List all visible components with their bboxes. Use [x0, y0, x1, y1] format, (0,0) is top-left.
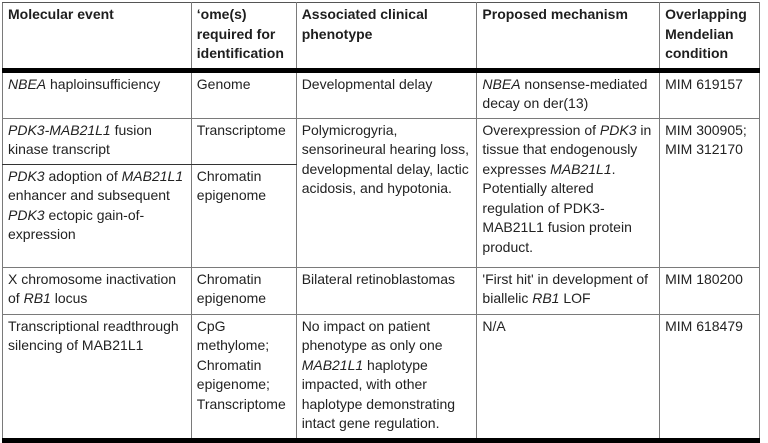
- cell-omes: CpG methylome; Chromatin epigenome; Transcriptome: [191, 314, 296, 440]
- cell-mechanism: Overexpression of PDK3 in tissue that endogenously expresses MAB21L1. Potentially altered regulation of PDK3-MAB21L1 fusion protein product.: [477, 118, 660, 267]
- cell-molecular-event: Transcriptional readthrough silencing of MAB21L1: [3, 314, 192, 440]
- cell-mendelian: MIM 619157: [660, 70, 760, 118]
- header-mendelian-condition: Overlapping Mendelian condition: [660, 3, 760, 71]
- header-molecular-event: Molecular event: [3, 3, 192, 71]
- table-header-row: [3, 3, 760, 71]
- molecular-events-table: [2, 2, 760, 443]
- cell-molecular-event: PDK3 adoption of MAB21L1 enhancer and subsequent PDK3 ectopic gain-of-expression: [3, 164, 192, 267]
- table-row: [3, 118, 760, 164]
- cell-mechanism: NBEA nonsense-mediated decay on der(13): [477, 70, 660, 118]
- cell-phenotype: Developmental delay: [296, 70, 477, 118]
- header-proposed-mechanism: Proposed mechanism: [477, 3, 660, 71]
- table-row: [3, 70, 760, 118]
- header-clinical-phenotype: Associated clinical phenotype: [296, 3, 477, 71]
- cell-molecular-event: NBEA haploinsufficiency: [3, 70, 192, 118]
- cell-mechanism: 'First hit' in development of biallelic RB1 LOF: [477, 267, 660, 314]
- cell-molecular-event: X chromosome inactivation of RB1 locus: [3, 267, 192, 314]
- cell-omes: Transcriptome: [191, 118, 296, 164]
- cell-mendelian: MIM 618479: [660, 314, 760, 440]
- cell-omes: Chromatin epigenome: [191, 164, 296, 267]
- cell-mendelian: MIM 180200: [660, 267, 760, 314]
- cell-omes: Genome: [191, 70, 296, 118]
- cell-omes: Chromatin epigenome: [191, 267, 296, 314]
- cell-phenotype: Bilateral retinoblastomas: [296, 267, 477, 314]
- cell-mendelian: MIM 300905; MIM 312170: [660, 118, 760, 267]
- table-row: [3, 314, 760, 440]
- cell-phenotype: Polymicrogyria, sensorineural hearing loss, developmental delay, lactic acidosis, and hypotonia.: [296, 118, 477, 267]
- cell-phenotype: No impact on patient phenotype as only one MAB21L1 haplotype impacted, with other haplotype demonstrating intact gene regulation.: [296, 314, 477, 440]
- cell-mechanism: N/A: [477, 314, 660, 440]
- header-omes-required: ‘ome(s) required for identification: [191, 3, 296, 71]
- cell-molecular-event: PDK3-MAB21L1 fusion kinase transcript: [3, 118, 192, 164]
- table-row: [3, 267, 760, 314]
